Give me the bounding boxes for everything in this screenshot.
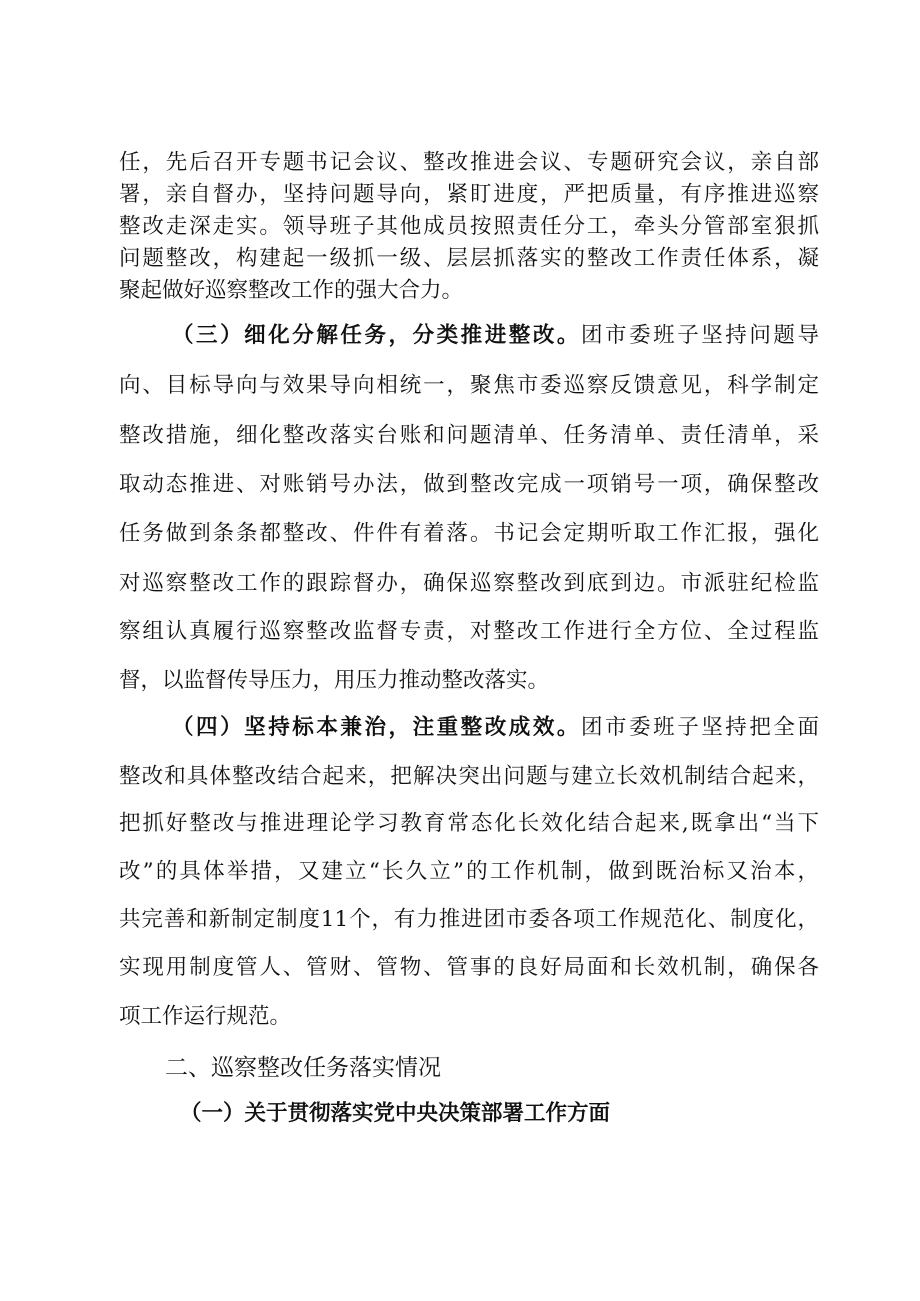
section-heading: 二、巡察整改任务落实情况 [165, 1055, 441, 1081]
para2-line-1-text: 团市委班子坚持问题导 [580, 323, 819, 348]
para2-line-5: 任务做到条条都整改、件件有着落。书记会定期听取工作汇报，强化 [119, 521, 819, 546]
para1-line-3: 整改走深走实。领导班子其他成员按照责任分工，牵头分管部室狠抓 [119, 214, 819, 239]
para3-line-6: 实现用制度管人、管财、管物、管事的良好局面和长效机制，确保各 [119, 955, 819, 980]
para1-line-5: 聚起做好巡察整改工作的强大合力。 [119, 278, 464, 303]
para3-line-2: 整改和具体整改结合起来，把解决突出问题与建立长效机制结合起来， [119, 764, 819, 789]
para2-line-7: 察组认真履行巡察整改监督专责，对整改工作进行全方位、全过程监 [119, 619, 819, 644]
para2-line-4: 取动态推进、对账销号办法，做到整改完成一项销号一项，确保整改 [119, 472, 819, 497]
para1-line-1: 任，先后召开专题书记会议、整改推进会议、专题研究会议，亲自部 [119, 150, 819, 175]
para3-line-4: 改”的具体举措，又建立“长久立”的工作机制，做到既治标又治本， [119, 859, 819, 884]
para3-line-7: 项工作运行规范。 [119, 1004, 292, 1029]
para3-line-5: 共完善和新制定制度11个，有力推进团市委各项工作规范化、制度化， [119, 907, 819, 932]
para3-lead-heading: （四）坚持标本兼治，注重整改成效。 [172, 715, 581, 740]
para3-line-1-text: 团市委班子坚持把全面 [580, 715, 819, 740]
para3-line-3: 把抓好整改与推进理论学习教育常态化长效化结合起来,既拿出“当下 [119, 811, 819, 836]
para2-line-8: 督，以监督传导压力，用压力推动整改落实。 [119, 668, 550, 693]
para2-lead-heading: （三）细化分解任务，分类推进整改。 [172, 323, 581, 348]
para2-line-3: 整改措施，细化整改落实台账和问题清单、任务清单、责任清单，采 [119, 423, 819, 448]
para2-line-6: 对巡察整改工作的跟踪督办，确保巡察整改到底到边。市派驻纪检监 [119, 571, 819, 596]
subsection-heading: （一）关于贯彻落实党中央决策部署工作方面 [180, 1101, 611, 1126]
para1-line-2: 署，亲自督办，坚持问题导向，紧盯进度，严把质量，有序推进巡察 [119, 182, 819, 207]
para3-line-1 [172, 715, 819, 741]
para1-line-4: 问题整改，构建起一级抓一级、层层抓落实的整改工作责任体系，凝 [119, 246, 819, 271]
para2-line-1 [172, 323, 819, 349]
para2-line-2: 向、目标导向与效果导向相统一，聚焦市委巡察反馈意见，科学制定 [119, 373, 819, 398]
